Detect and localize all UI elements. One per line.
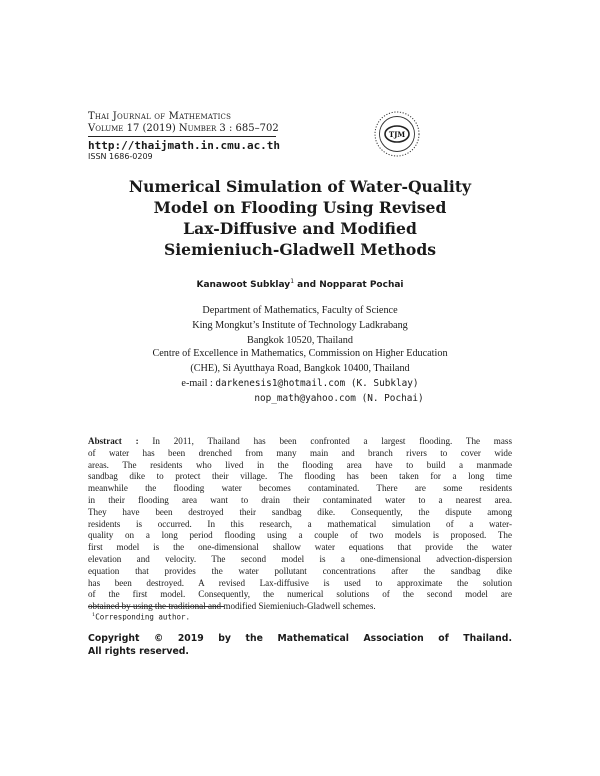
authors — [88, 278, 512, 290]
abstract-line: in their flooding area want to drain their contaminated water to a nearest area. — [88, 494, 512, 505]
abstract-line: first model is the one-dimensional shallow water equations that provide the water — [88, 542, 512, 553]
abstract — [88, 436, 512, 613]
abstract-line: quality on a long period flooding using a couple of two models is proposed. The — [88, 530, 512, 541]
abstract-line: of the first model. Consequently, the numerical solutions of the second model are — [88, 589, 512, 600]
journal-seal-logo — [372, 109, 422, 159]
email-line-2 — [88, 391, 512, 406]
corresponding-mark: 1 — [290, 278, 295, 285]
abstract-line: has been destroyed. A revised Lax-diffusive is used to approximate the solution — [88, 577, 512, 588]
footnote — [92, 612, 190, 622]
logo-text: TJM — [388, 130, 406, 139]
abstract-line: elevation and velocity. The second model is a one-dimensional advection-dispersion — [88, 553, 512, 564]
email-label: e-mail : — [181, 378, 216, 389]
email-owner-2: (N. Pochai) — [355, 393, 424, 404]
abstract-label: Abstract : — [88, 436, 153, 446]
abstract-line: They have been destroyed their sandbag dike. Consequently, the dispute among — [88, 506, 512, 517]
abstract-line — [88, 436, 512, 448]
abstract-line: residents is occurred. In this research, a mathematical simulation of a water- — [88, 518, 512, 529]
title-line: Numerical Simulation of Water-Quality — [128, 177, 472, 196]
affiliation-2 — [88, 346, 512, 406]
title-line: Model on Flooding Using Revised — [153, 198, 447, 217]
copyright-line: All rights reserved. — [88, 646, 189, 657]
email-link-1[interactable]: darkenesis1@hotmail.com — [215, 378, 346, 389]
copyright-notice — [88, 632, 512, 658]
abstract-line: obtained by using the traditional and modified Siemieniuch-Gladwell schemes. — [88, 601, 376, 612]
paper-title — [88, 176, 512, 260]
issn: ISSN 1686-0209 — [88, 152, 153, 161]
title-line: Siemieniuch-Gladwell Methods — [163, 240, 437, 259]
footnote-text: Corresponding author. — [95, 612, 191, 622]
email-link-2[interactable]: nop_math@yahoo.com — [254, 393, 356, 404]
abstract-line: sandbag dike to protect their village. The flooding has been taken for a long time — [88, 471, 512, 482]
email-line-1 — [88, 376, 512, 391]
affiliation-line: King Mongkut’s Institute of Technology Ladkrabang — [192, 320, 408, 331]
affiliation-line: Department of Mathematics, Faculty of Science — [202, 305, 398, 316]
header-rule — [88, 136, 276, 137]
abstract-line: meanwhile the flooding water becomes contaminated. There are some residents — [88, 483, 512, 494]
abstract-line: of water has been drenched from many main and branch rivers to cover wide — [88, 447, 512, 458]
footnote-mark: 1 — [92, 612, 96, 618]
footnote-rule — [88, 606, 224, 607]
abstract-line: equation that provides the water pollutant concentrations after the sandbag dike — [88, 565, 512, 576]
copyright-line: Copyright © 2019 by the Mathematical Association of Thailand. — [88, 633, 512, 644]
journal-name: Thai Journal of Mathematics — [88, 111, 232, 122]
abstract-line: areas. The residents who lived in the flooding area have to build a manmade — [88, 459, 512, 470]
affiliation-line: Centre of Excellence in Mathematics, Commission on Higher Education — [152, 348, 448, 359]
journal-url-link[interactable]: http://thaijmath.in.cmu.ac.th — [88, 139, 281, 152]
email-owner-1: (K. Subklay) — [345, 378, 419, 389]
affiliation-line: (CHE), Si Ayutthaya Road, Bangkok 10400, Thailand — [190, 363, 410, 374]
affiliation-1 — [88, 303, 512, 348]
author-connector: and — [294, 280, 320, 290]
affiliation-line: Bangkok 10520, Thailand — [247, 335, 353, 346]
journal-volume-line: Volume 17 (2019) Number 3 : 685–702 — [88, 123, 279, 134]
author-2: Nopparat Pochai — [319, 280, 404, 290]
abstract-text: In 2011, Thailand has been confronted a largest flooding. The mass — [152, 436, 512, 446]
title-line: Lax-Diffusive and Modified — [183, 219, 417, 238]
author-1: Kanawoot Subklay — [196, 280, 291, 290]
